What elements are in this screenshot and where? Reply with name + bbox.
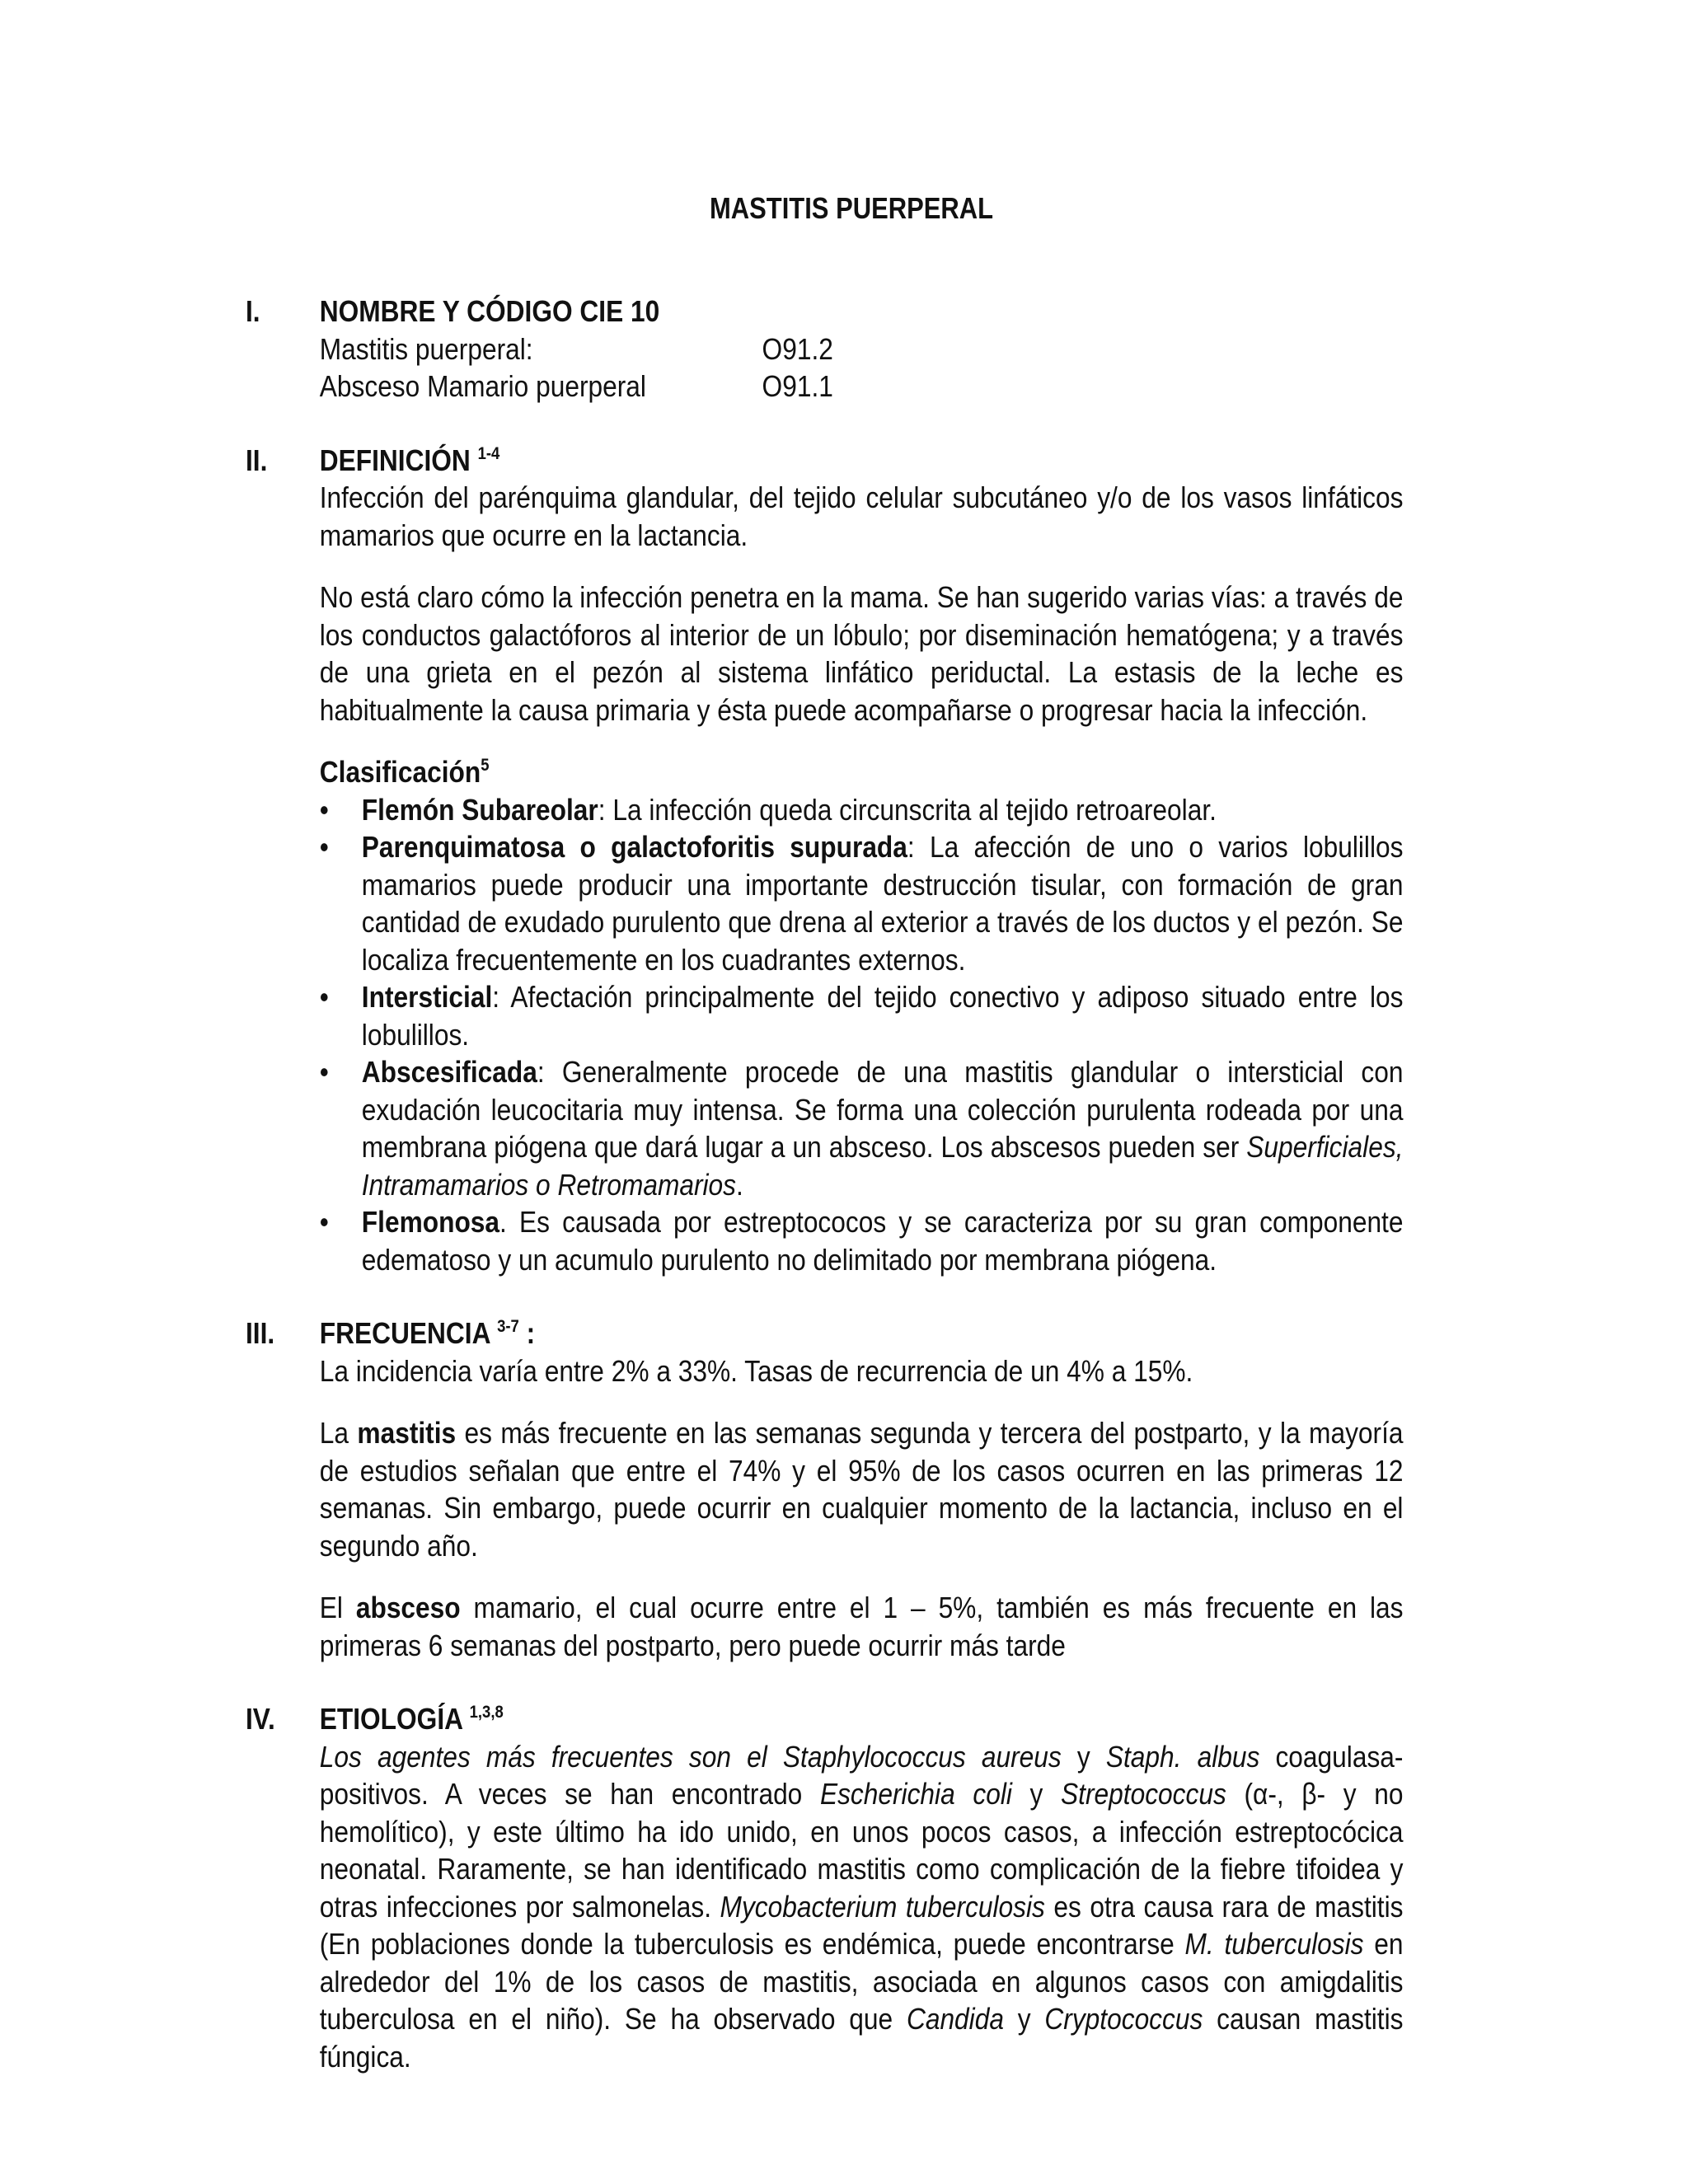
section-heading: NOMBRE Y CÓDIGO CIE 10 bbox=[319, 294, 660, 328]
bold-term: absceso bbox=[355, 1591, 461, 1624]
section-etiologia bbox=[246, 1700, 1412, 2075]
heading-colon: : bbox=[518, 1316, 536, 1350]
section-heading bbox=[320, 1315, 1404, 1352]
italic-run: Staph. albus bbox=[1105, 1739, 1260, 1774]
heading-text: DEFINICIÓN bbox=[319, 443, 471, 477]
section-frecuencia bbox=[246, 1315, 1412, 1664]
heading-text: ETIOLOGÍA bbox=[319, 1702, 462, 1736]
code-value: O91.2 bbox=[762, 331, 833, 366]
classification-list bbox=[320, 791, 1404, 1279]
section-number: I. bbox=[246, 294, 260, 328]
code-label: Absceso Mamario puerperal bbox=[319, 369, 646, 403]
reference-superscript: 1-4 bbox=[477, 443, 500, 463]
text-run: en alrededor del 1% de los casos de mastitis, asociada en algunos casos con amigdalitis tuberculosa en el niño). Se ha observado que bbox=[319, 1927, 1404, 2036]
text-run: coagulasa-positivos. A veces se han encontrado bbox=[319, 1739, 1404, 1811]
paragraph bbox=[320, 1738, 1404, 2076]
section-number: III. bbox=[246, 1316, 275, 1350]
item-text: : La afección de uno o varios lobulillos mamarios puede producir una importante destrucción tisular, con formación de gran cantidad de exudado purulento que drena al exterior a través de los ductos y el pezón. Se localiza frecuentemente en los cuadrantes externos. bbox=[361, 830, 1404, 977]
text-run: El bbox=[319, 1591, 356, 1624]
heading-text: Clasificación bbox=[319, 755, 481, 789]
item-term: Flemón Subareolar bbox=[361, 792, 598, 827]
classification-heading bbox=[320, 753, 1404, 791]
paragraph: Infección del parénquima glandular, del tejido celular subcutáneo y/o de los vasos linfáticos mamarios que ocurre en la lactancia. bbox=[319, 480, 1404, 552]
item-term: Parenquimatosa o galactoforitis supurada bbox=[361, 830, 907, 864]
paragraph: No está claro cómo la infección penetra en la mama. Se han sugerido varias vías: a través de los conductos galactóforos al interior de un lóbulo; por diseminación hematógena; y a través de una grieta en el pezón al sistema linfático periductal. La estasis de la leche es habitualmente la causa primaria y ésta puede acompañarse o progresar hacia la infección. bbox=[319, 580, 1404, 727]
list-item bbox=[320, 1053, 1404, 1203]
item-term: Flemonosa bbox=[361, 1205, 500, 1239]
section-heading bbox=[320, 1700, 1404, 1738]
item-text-end: . bbox=[736, 1167, 743, 1202]
heading-text: FRECUENCIA bbox=[319, 1316, 490, 1350]
italic-run: Los agentes más frecuentes son el Staphylococcus aureus bbox=[319, 1739, 1062, 1774]
document-content bbox=[246, 293, 1412, 2075]
code-value: O91.1 bbox=[762, 369, 833, 403]
text-run: La bbox=[319, 1416, 358, 1450]
code-row bbox=[320, 368, 1404, 405]
text-run: (α-, β- y no hemolítico), y este último ha ido unido, en unos pocos casos, a infección estreptocócica neonatal. Raramente, se han identificado mastitis como complicación de la fiebre tifoidea y otras infecciones por salmonelas. bbox=[319, 1777, 1404, 1924]
text-run: causan mastitis fúngica. bbox=[319, 2002, 1404, 2074]
paragraph bbox=[320, 1589, 1404, 1664]
section-number: IV. bbox=[246, 1702, 275, 1736]
section-heading bbox=[320, 442, 1404, 480]
item-text: : La infección queda circunscrita al tejido retroareolar. bbox=[598, 792, 1217, 827]
document-title: MASTITIS PUERPERAL bbox=[709, 191, 994, 225]
item-text: : Generalmente procede de una mastitis glandular o intersticial con exudación leucocitaria muy intensa. Se forma una colección purulenta rodeada por una membrana piógena que dará lugar a un absceso. Los abscesos pueden ser bbox=[361, 1055, 1404, 1164]
list-item bbox=[320, 791, 1404, 829]
italic-run: Cryptococcus bbox=[1044, 2002, 1203, 2036]
list-item bbox=[320, 828, 1404, 978]
code-row bbox=[320, 330, 1404, 368]
text-run: y bbox=[1003, 2002, 1045, 2036]
reference-superscript: 3-7 bbox=[497, 1317, 519, 1336]
item-text: : Afectación principalmente del tejido conectivo y adiposo situado entre los lobulillos. bbox=[361, 980, 1404, 1052]
item-text: . Es causada por estreptococos y se caracteriza por su gran componente edematoso y un acumulo purulento no delimitado por membrana piógena. bbox=[361, 1205, 1404, 1277]
italic-run: Streptococcus bbox=[1061, 1777, 1226, 1811]
bold-term: mastitis bbox=[357, 1416, 457, 1450]
section-number: II. bbox=[246, 443, 268, 477]
section-definicion bbox=[246, 442, 1412, 1279]
text-run: y bbox=[1061, 1739, 1106, 1774]
list-item bbox=[320, 1203, 1404, 1278]
item-term: Intersticial bbox=[361, 980, 493, 1014]
reference-superscript: 1,3,8 bbox=[469, 1703, 504, 1722]
paragraph bbox=[320, 1414, 1404, 1564]
item-italic-text: Superficiales, Intramamarios o Retromamarios bbox=[361, 1130, 1404, 1202]
paragraph: La incidencia varía entre 2% a 33%. Tasas de recurrencia de un 4% a 15%. bbox=[319, 1353, 1193, 1388]
text-run: mamario, el cual ocurre entre el 1 – 5%, también es más frecuente en las primeras 6 semanas del postparto, pero puede ocurrir más tarde bbox=[319, 1591, 1404, 1662]
text-run: es otra causa rara de mastitis (En poblaciones donde la tuberculosis es endémica, puede encontrarse bbox=[319, 1889, 1404, 1961]
section-nombre-codigo bbox=[246, 293, 1412, 405]
italic-run: Candida bbox=[906, 2002, 1004, 2036]
italic-run: Mycobacterium tuberculosis bbox=[720, 1889, 1045, 1924]
item-term: Abscesificada bbox=[361, 1055, 537, 1089]
italic-run: M. tuberculosis bbox=[1184, 1927, 1364, 1961]
italic-run: Escherichia coli bbox=[819, 1777, 1012, 1811]
code-label: Mastitis puerperal: bbox=[319, 331, 533, 366]
text-run: y bbox=[1011, 1777, 1062, 1811]
list-item bbox=[320, 978, 1404, 1053]
reference-superscript: 5 bbox=[481, 756, 490, 775]
text-run: es más frecuente en las semanas segunda y tercera del postparto, y la mayoría de estudios señalan que entre el 74% y el 95% de los casos ocurren en las primeras 12 semanas. Sin embargo, puede ocurrir en cualquier momento de la lactancia, incluso en el segundo año. bbox=[319, 1416, 1404, 1563]
